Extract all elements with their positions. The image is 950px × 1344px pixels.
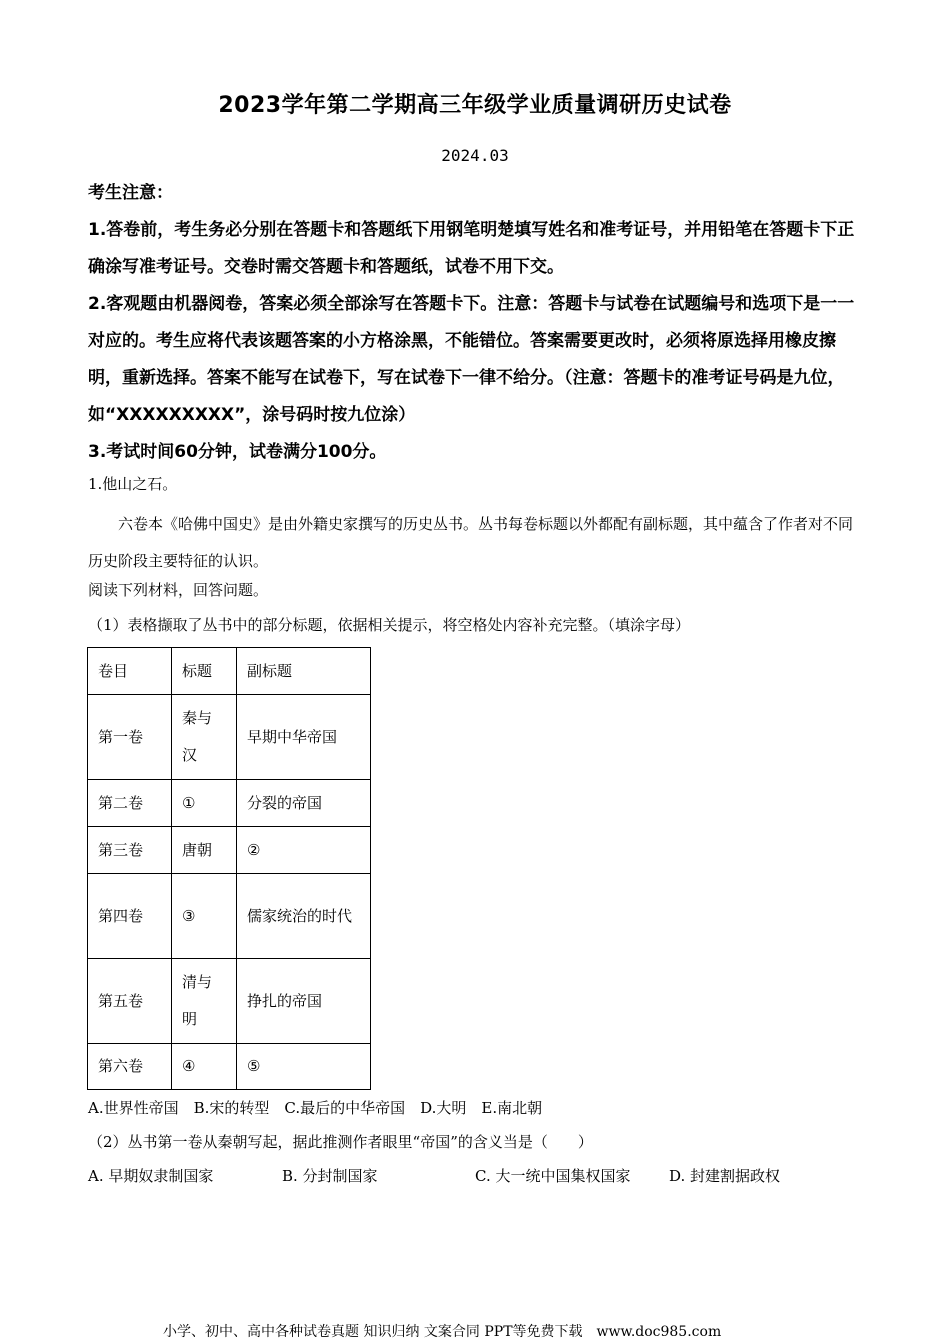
question-1-sub-1-options: A.世界性帝国 B.宋的转型 C.最后的中华帝国 D.大明 E.南北朝 (88, 1099, 543, 1117)
table-cell: 儒家统治的时代 (237, 874, 371, 959)
footer-link[interactable]: 小学、初中、高中各种试卷真题 知识归纳 文案合同 PPT等免费下载 www.doc985.com (163, 1324, 722, 1340)
table-header-cell: 标题 (172, 648, 237, 695)
notice-item-1: 1.答卷前，考生务必分别在答题卡和答题纸下用钢笔明楚填写姓名和准考证号，并用铅笔在答题卡下正确涂写准考证号。交卷时需交答题卡和答题纸，试卷不用下交。 (88, 220, 855, 277)
option-d: D. 封建割据政权 (669, 1167, 781, 1185)
volume-table (87, 647, 371, 1090)
table-cell: 挣扎的帝国 (237, 959, 371, 1044)
question-1-sub-2: （2）丛书第一卷从秦朝写起，据此推测作者眼里“帝国”的含义当是（ ） (88, 1133, 593, 1151)
table-cell: ③ (172, 874, 237, 959)
table-header-cell: 副标题 (237, 648, 371, 695)
table-cell: ① (172, 780, 237, 827)
exam-title: 2023学年第二学期高三年级学业质量调研历史试卷 (218, 93, 732, 118)
table-cell: ④ (172, 1044, 237, 1090)
question-1-material: 六卷本《哈佛中国史》是由外籍史家撰写的历史丛书。丛书每卷标题以外都配有副标题，其中蕴含了作者对不同历史阶段主要特征的认识。 (88, 515, 854, 570)
question-1-instruction: 阅读下列材料，回答问题。 (88, 581, 269, 599)
table-row (88, 827, 371, 874)
table-header-cell: 卷目 (88, 648, 172, 695)
notice-heading: 考生注意： (88, 183, 173, 203)
table-cell: 唐朝 (172, 827, 237, 874)
option-a: A. 早期奴隶制国家 (88, 1167, 214, 1185)
table-cell: 第四卷 (88, 874, 172, 959)
option-b: B. 分封制国家 (282, 1167, 378, 1185)
table-cell: 第五卷 (88, 959, 172, 1044)
table-cell: 清与明 (172, 959, 237, 1044)
notice-item-3: 3.考试时间60分钟，试卷满分100分。 (88, 442, 387, 462)
question-1-sub-1: （1）表格撷取了丛书中的部分标题，依据相关提示，将空格处内容补充完整。（填涂字母） (88, 616, 691, 634)
notice-item-2: 2.客观题由机器阅卷，答案必须全部涂写在答题卡下。注意：答题卡与试卷在试题编号和选项下是一一对应的。考生应将代表该题答案的小方格涂黑，不能错位。答案需要更改时，必须将原选择用橡皮擦明，重新选择。答案不能写在试卷下，写在试卷下一律不给分。（注意：答题卡的准考证号码是九位，如“XXXXXXXXX”，涂号码时按九位涂） (88, 294, 855, 425)
exam-date: 2024.03 (441, 146, 509, 165)
table-cell: ② (237, 827, 371, 874)
table-cell: 第六卷 (88, 1044, 172, 1090)
table-row (88, 959, 371, 1044)
table-cell: ⑤ (237, 1044, 371, 1090)
table-cell: 第三卷 (88, 827, 172, 874)
table-header-row (88, 648, 371, 695)
table-row (88, 695, 371, 780)
table-row (88, 1044, 371, 1090)
table-cell: 分裂的帝国 (237, 780, 371, 827)
table-cell: 早期中华帝国 (237, 695, 371, 780)
table-row (88, 874, 371, 959)
table-cell: 第二卷 (88, 780, 172, 827)
table-cell: 秦与汉 (172, 695, 237, 780)
question-1-title: 1.他山之石。 (88, 475, 178, 493)
option-c: C. 大一统中国集权国家 (475, 1167, 631, 1185)
table-row (88, 780, 371, 827)
table-cell: 第一卷 (88, 695, 172, 780)
